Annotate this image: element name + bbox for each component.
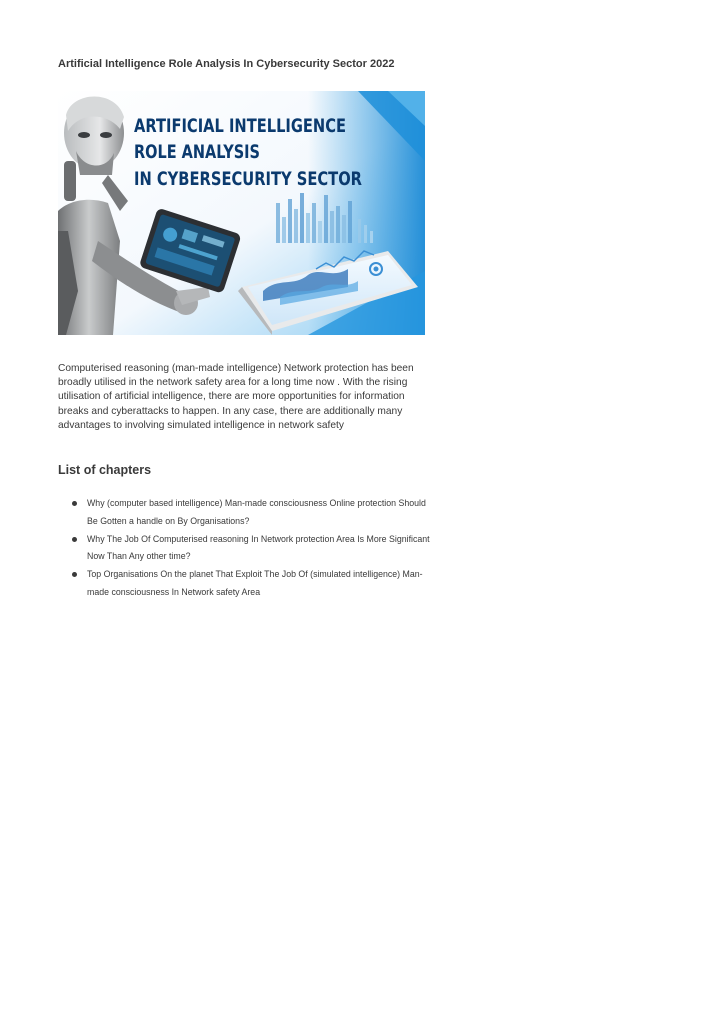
- intro-paragraph: Computerised reasoning (man-made intelligence) Network protection has been broadly utilised in the network safety area for a long time now . With the rising utilisation of artificial intelligence, there are more opportunities for information breaks and cyberattacks to happen. In any case, there are additionally many advantages to involving simulated intelligence in network safety: [58, 363, 414, 431]
- document-title: Artificial Intelligence Role Analysis In Cybersecurity Sector 2022: [58, 58, 395, 70]
- list-item: [58, 566, 438, 602]
- bullet-icon: [72, 537, 77, 542]
- hero-headline-line-3: IN CYBERSECURITY SECTOR: [134, 168, 363, 190]
- chapter-text: Why (computer based intelligence) Man-made consciousness Online protection Should Be Gotten a handle on By Organisations?: [87, 498, 426, 526]
- bullet-icon: [72, 572, 77, 577]
- bullet-icon: [72, 501, 77, 506]
- list-item: [58, 495, 438, 531]
- list-item: [58, 531, 438, 567]
- hero-headline-line-1: ARTIFICIAL INTELLIGENCE: [134, 115, 346, 137]
- chapters-heading: List of chapters: [58, 463, 152, 477]
- chapter-list: [58, 495, 438, 602]
- hero-image: [58, 91, 425, 335]
- chapter-text: Why The Job Of Computerised reasoning In Network protection Area Is More Significant Now Than Any other time?: [87, 533, 430, 562]
- chapter-text: Top Organisations On the planet That Exploit The Job Of (simulated intelligence) Man-made consciousness In Network safety Area: [87, 569, 423, 597]
- hero-headline-line-2: ROLE ANALYSIS: [134, 141, 260, 163]
